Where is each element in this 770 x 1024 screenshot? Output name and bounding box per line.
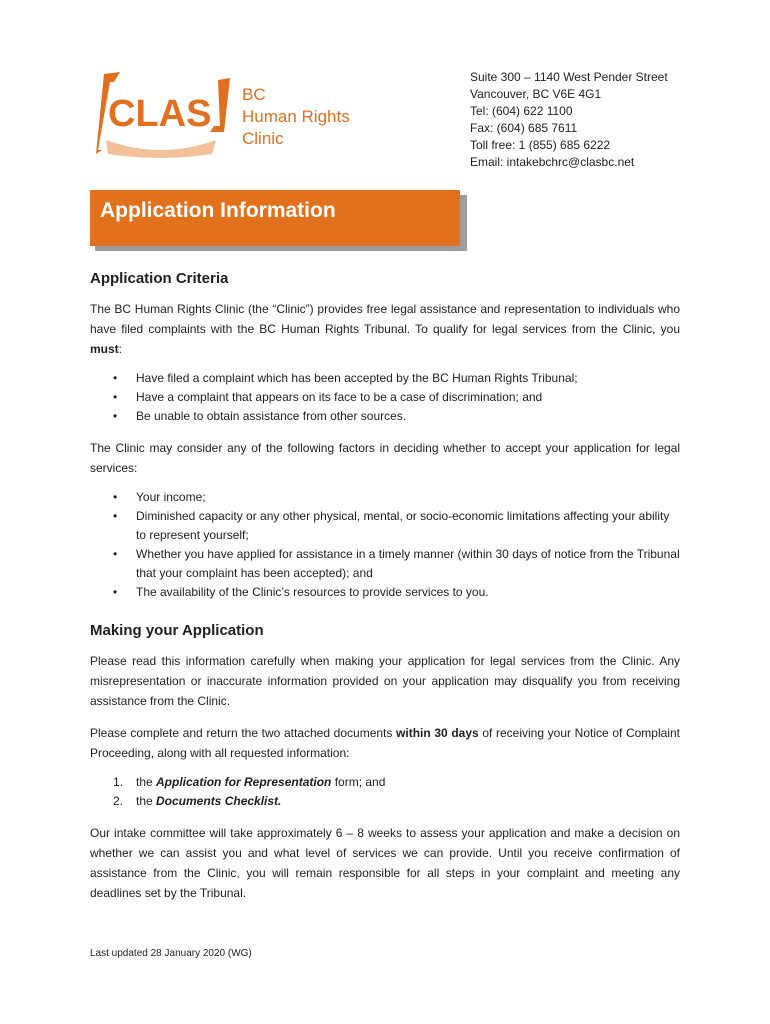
list-item: • Whether you have applied for assistance in a timely manner (within 30 days of notice from the Tribunal that your complaint has been accepted); and [136,545,680,583]
list-item: • Have a complaint that appears on its face to be a case of discrimination; and [136,388,680,407]
contact-address-line2: Vancouver, BC V6E 4G1 [470,87,602,101]
factors-list [90,488,680,602]
contact-fax: Fax: (604) 685 7611 [470,121,578,135]
list-item: • Your income; [136,488,680,507]
contact-tollfree: Toll free: 1 (855) 685 6222 [470,138,611,152]
page-title-banner [90,190,460,246]
org-name-line: Human Rights [242,107,350,126]
contact-block [470,69,668,171]
list-item: the Application for Representation form; and [136,775,386,789]
clas-logo-mark [90,70,240,160]
list-item: • Diminished capacity or any other physical, mental, or socio-economic limitations affecting your ability to represent yourself; [136,507,680,545]
org-name-line: Clinic [242,129,284,148]
list-item: • Be unable to obtain assistance from other sources. [136,407,680,426]
heading-making-application: Making your Application [90,622,264,639]
factors-intro: The Clinic may consider any of the following factors in deciding whether to accept your application for legal services: [90,441,680,475]
contact-tel: Tel: (604) 622 1100 [470,104,573,118]
main-content [90,270,680,903]
documents-list [90,773,680,811]
contact-email: Email: intakebchrc@clasbc.net [470,155,635,169]
org-name-line: BC [242,85,266,104]
page-title: Application Information [100,199,336,222]
list-item: • The availability of the Clinic’s resources to provide services to you. [136,583,680,602]
logo-swoosh [106,140,216,158]
logo-text: CLAS [108,93,212,135]
making-para3: Our intake committee will take approximately 6 – 8 weeks to assess your application and make a decision on whether we can assist you and what level of services we can provide. Until you receive confirmation of assistance from the Clinic, you will remain responsible for all steps in your complaint and meeting any deadlines set by the Tribunal. [90,826,680,900]
must-list [90,369,680,426]
list-item: • Have filed a complaint which has been accepted by the BC Human Rights Tribunal; [136,369,680,388]
org-name [242,84,350,150]
contact-address-line1: Suite 300 – 1140 West Pender Street [470,70,668,84]
footer-last-updated: Last updated 28 January 2020 (WG) [90,948,252,959]
making-para1: Please read this information carefully when making your application for legal services from the Clinic. Any misrepresentation or inaccurate information provided on your application may disqualify you from receiving assistance from the Clinic. [90,654,680,708]
criteria-intro: The BC Human Rights Clinic (the “Clinic”) provides free legal assistance and representation to individuals who have filed complaints with the BC Human Rights Tribunal. To qualify for legal services from the Clinic, you must: [90,302,680,356]
heading-application-criteria: Application Criteria [90,270,229,287]
logo-bracket-right [210,78,230,132]
making-para2: Please complete and return the two attached documents within 30 days of receiving your Notice of Complaint Proceeding, along with all requested information: [90,726,680,760]
list-item: the Documents Checklist. [136,794,282,808]
clas-logo [90,70,390,160]
